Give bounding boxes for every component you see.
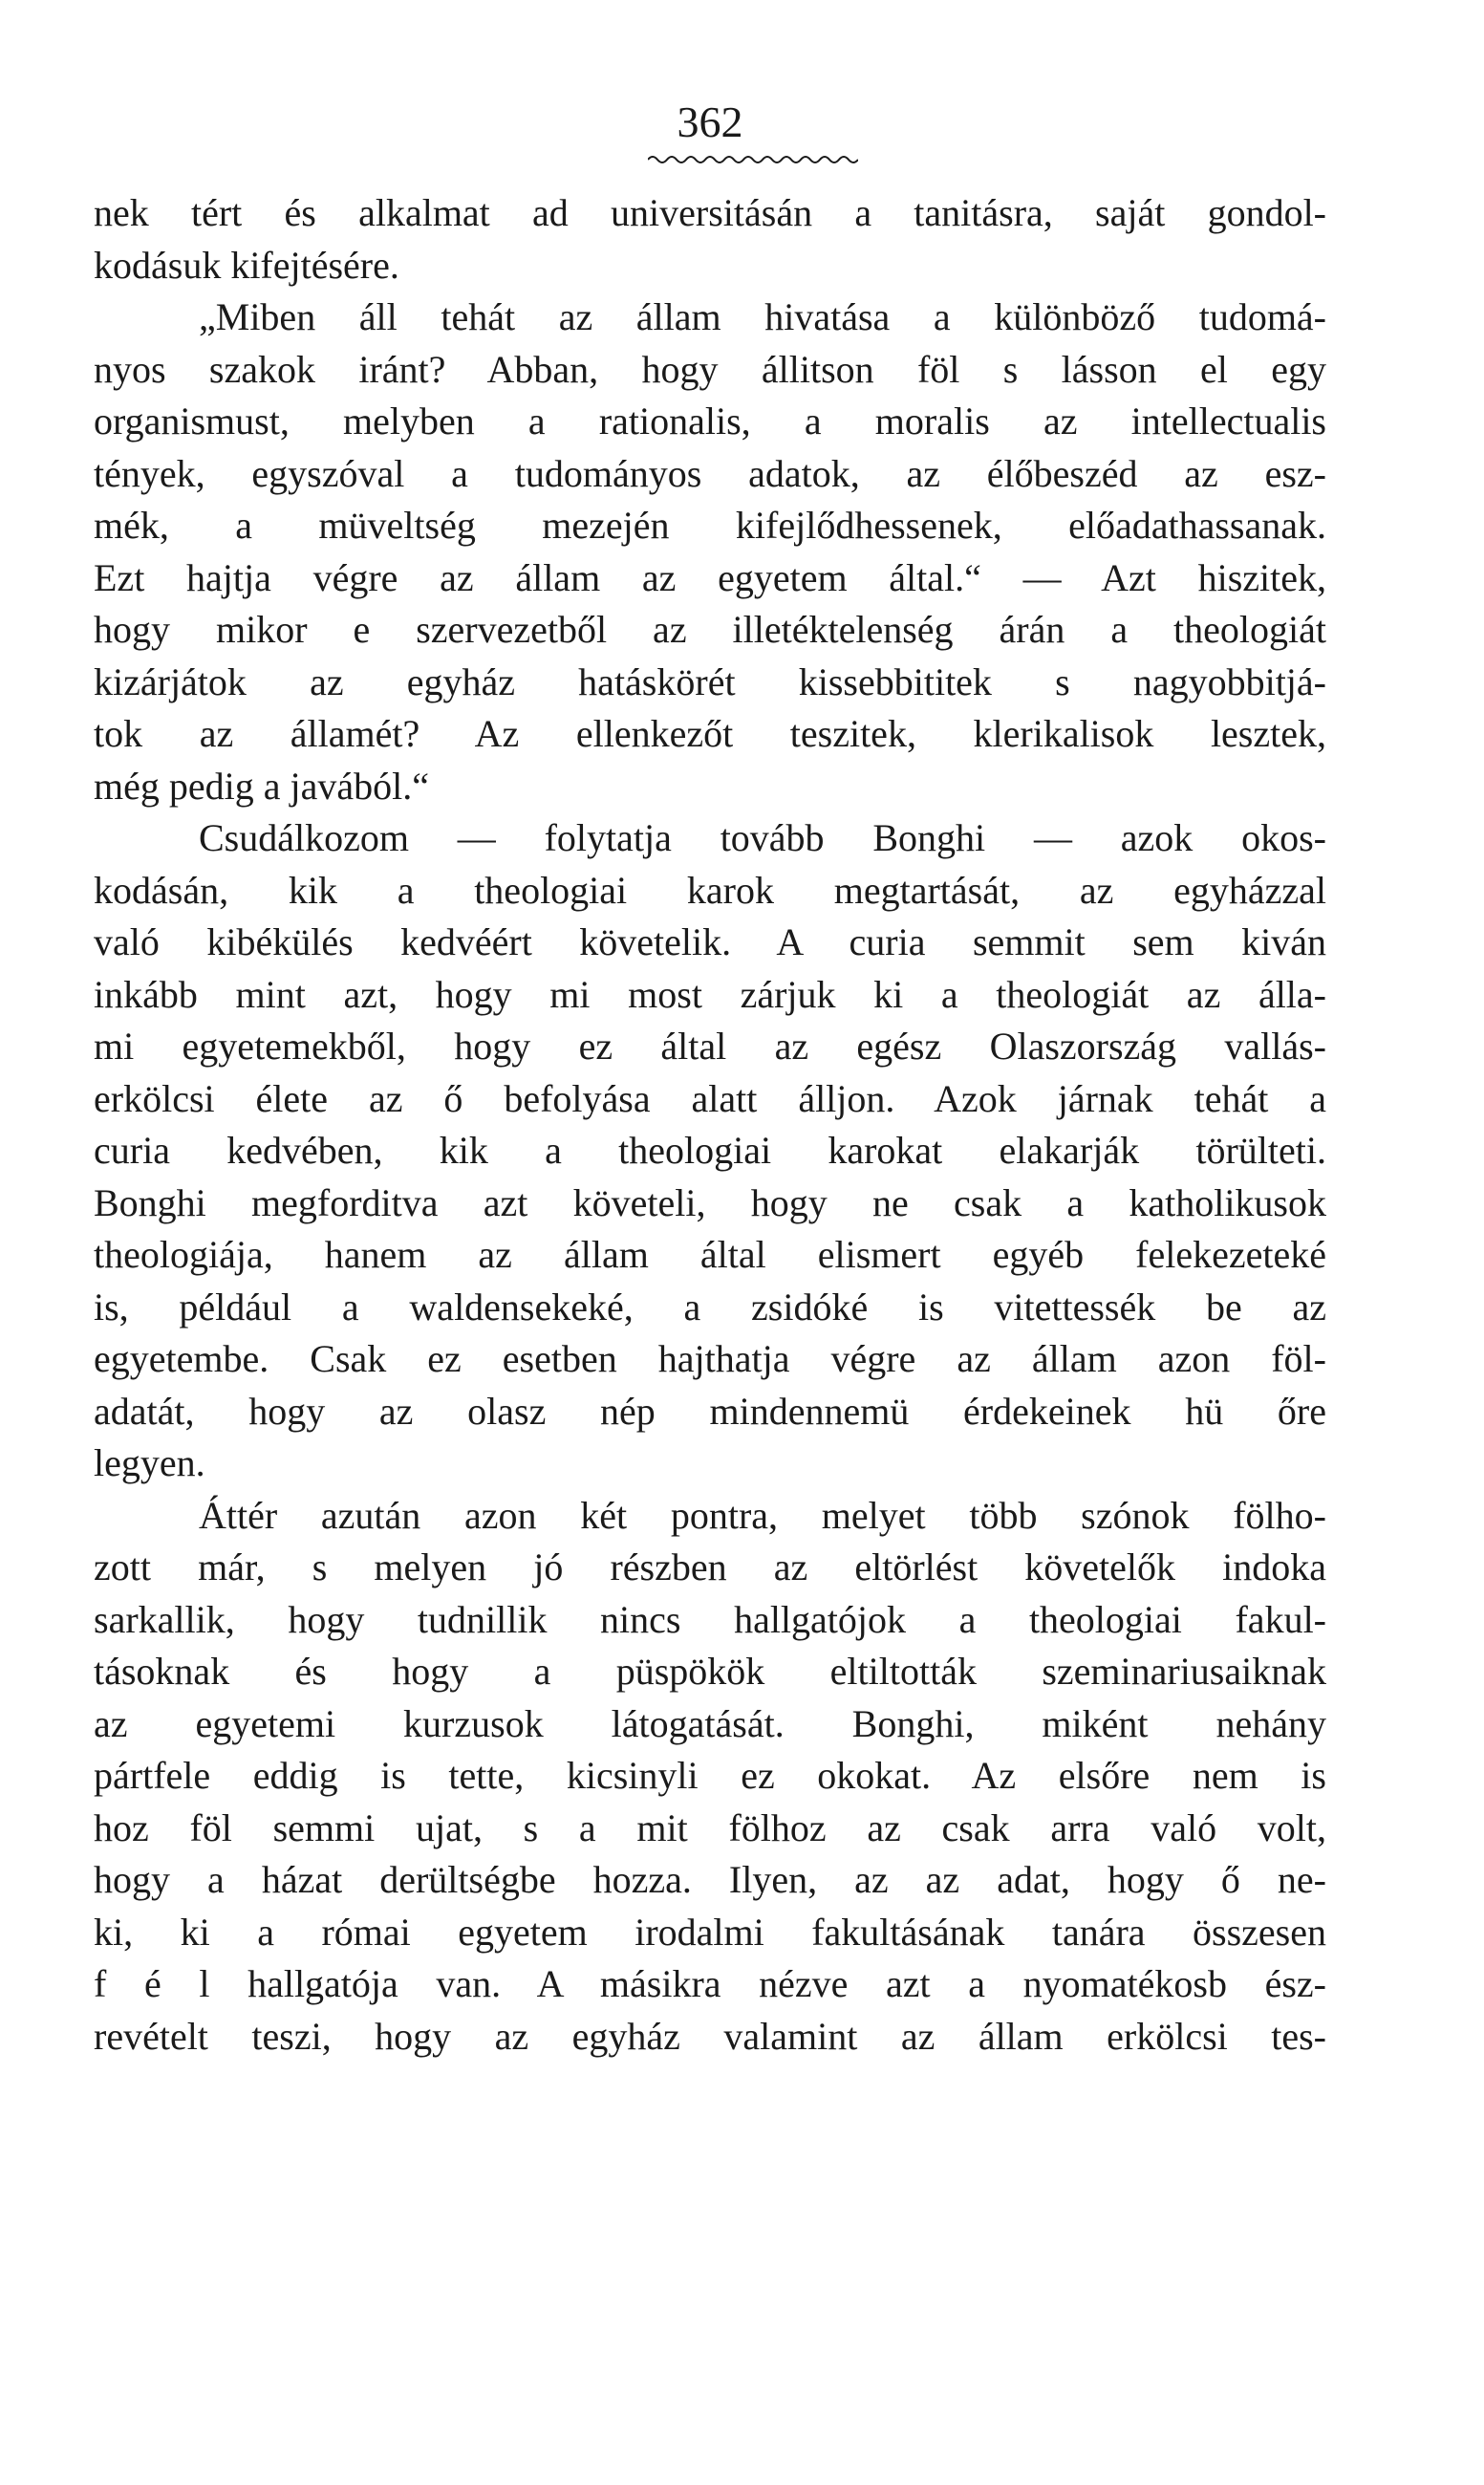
text-line: nyos szakok iránt? Abban, hogy állitson föl s lásson el egy [94, 347, 1326, 391]
text-line: pártfele eddig is tette, kicsinyli ez okokat. Az elsőre nem is [94, 1754, 1326, 1797]
text-line: zott már, s melyen jó részben az eltörlést követelők indoka [94, 1545, 1326, 1588]
text-line: adatát, hogy az olasz nép mindennemü érdekeinek hü őre [94, 1389, 1326, 1433]
text-line: ki, ki a római egyetem irodalmi fakultásának tanára összesen [94, 1910, 1326, 1954]
text-line: Csudálkozom — folytatja tovább Bonghi — azok okos- [199, 816, 1326, 859]
text-line: inkább mint azt, hogy mi most zárjuk ki a theologiát az álla- [94, 972, 1326, 1016]
text-line: kodásuk kifejtésére. [94, 243, 399, 287]
page-number-ornament [648, 153, 858, 166]
text-line: „Miben áll tehát az állam hivatása a különböző tudomá- [199, 295, 1326, 338]
text-line: nek tért és alkalmat ad universitásán a tanitásra, saját gondol- [94, 191, 1326, 234]
text-line: is, például a waldensekeké, a zsidóké is vitettessék be az [94, 1285, 1326, 1329]
text-line: kizárjátok az egyház hatáskörét kissebbititek s nagyobbitjá- [94, 659, 1326, 703]
text-line: sarkallik, hogy tudnillik nincs hallgatójok a theologiai fakul- [94, 1597, 1326, 1641]
text-line: hogy a házat derültségbe hozza. Ilyen, az az adat, hogy ő ne- [94, 1858, 1326, 1901]
text-line: theologiája, hanem az állam által elismert egyéb felekezeteké [94, 1233, 1326, 1276]
text-line: hoz föl semmi ujat, s a mit fölhoz az csak arra való volt, [94, 1805, 1326, 1849]
text-line: tásoknak és hogy a püspökök eltiltották szeminariusaiknak [94, 1650, 1326, 1693]
text-line: Bonghi megforditva azt követeli, hogy ne csak a katholikusok [94, 1180, 1326, 1224]
text-line: revételt teszi, hogy az egyház valamint az állam erkölcsi tes- [94, 2014, 1326, 2058]
text-line: f é l hallgatója van. A másikra nézve azt a nyomatékosb ész- [94, 1962, 1326, 2005]
text-line: erkölcsi élete az ő befolyása alatt álljon. Azok járnak tehát a [94, 1076, 1326, 1120]
text-line: való kibékülés kedvéért követelik. A curia semmit sem kiván [94, 920, 1326, 963]
body-text [94, 187, 1326, 2063]
text-line: kodásán, kik a theologiai karok megtartását, az egyházzal [94, 868, 1326, 912]
text-line: curia kedvében, kik a theologiai karokat elakarják törülteti. [94, 1129, 1326, 1172]
text-line: mék, a müveltség mezején kifejlődhessenek, előadathassanak. [94, 504, 1326, 547]
text-line: még pedig a javából.“ [94, 764, 429, 808]
text-line: tok az államét? Az ellenkezőt teszitek, klerikalisok lesztek, [94, 712, 1326, 755]
text-line: Áttér azután azon két pontra, melyet több szónok fölho- [199, 1493, 1326, 1537]
text-line: egyetembe. Csak ez esetben hajthatja végre az állam azon föl- [94, 1337, 1326, 1380]
text-line: organismust, melyben a rationalis, a moralis az intellectualis [94, 400, 1326, 443]
book-page [94, 57, 1326, 2428]
text-line: mi egyetemekből, hogy ez által az egész Olaszország vallás- [94, 1025, 1326, 1068]
text-line: Ezt hajtja végre az állam az egyetem által.“ — Azt hiszitek, [94, 555, 1326, 599]
text-line: hogy mikor e szervezetből az illetéktelenség árán a theologiát [94, 608, 1326, 651]
text-line: tények, egyszóval a tudományos adatok, az élőbeszéd az esz- [94, 451, 1326, 495]
text-line: az egyetemi kurzusok látogatását. Bonghi, miként nehány [94, 1701, 1326, 1745]
page-number: 362 [677, 97, 743, 146]
text-line: legyen. [94, 1441, 205, 1484]
